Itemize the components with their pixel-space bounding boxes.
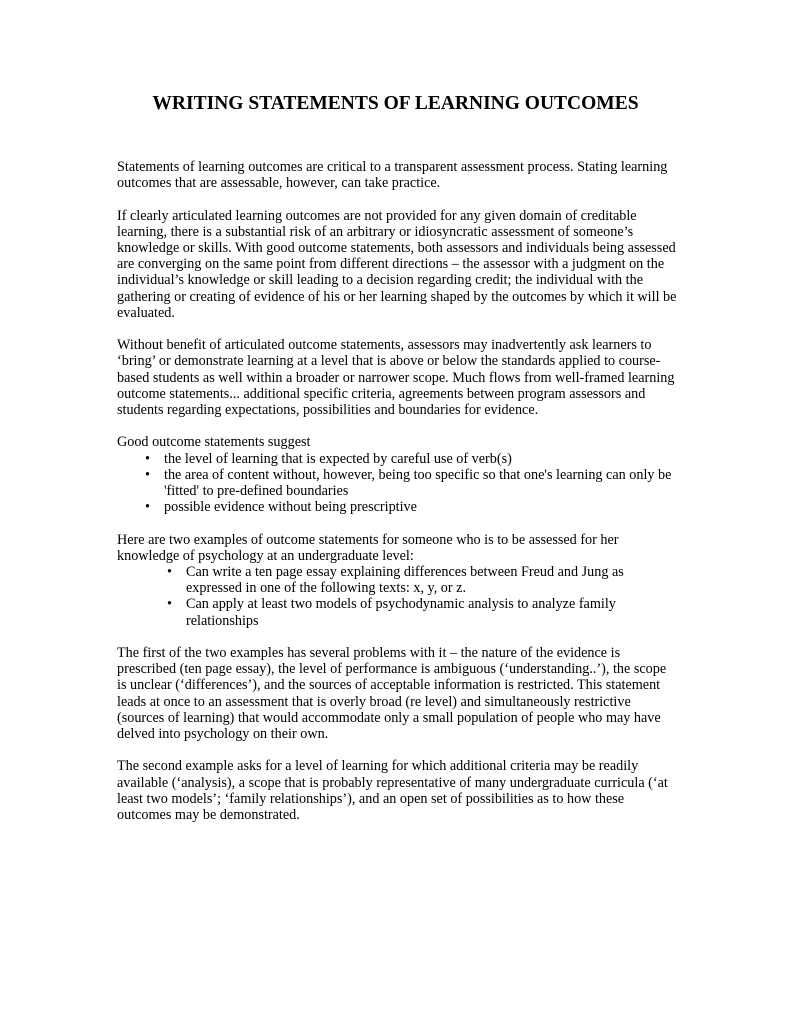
list-intro-good-statements: Good outcome statements suggest	[117, 434, 311, 451]
list-item-text: possible evidence without being prescriptive	[164, 499, 417, 516]
list-item	[167, 596, 679, 628]
paragraph-intro: Statements of learning outcomes are critical to a transparent assessment process. Stating learning outcomes that are assessable, however, can take practice.	[117, 159, 668, 192]
list-intro-examples: Here are two examples of outcome statements for someone who is to be assessed for her knowledge of psychology at an undergraduate level:	[117, 531, 619, 564]
paragraph-without-benefit: Without benefit of articulated outcome statements, assessors may inadvertently ask learners to ‘bring’ or demonstrate learning at a level that is above or below the standards applied to course-based students as well within a broader or narrower scope. Much flows from well-framed learning outcome statements... additional specific criteria, agreements between program assessors and students regarding expectations, possibilities and boundaries for evidence.	[117, 337, 675, 419]
bullet-icon: •	[145, 499, 150, 516]
list-item-text: the level of learning that is expected by careful use of verb(s)	[164, 450, 512, 467]
list-item	[145, 467, 679, 499]
paragraph-first-example: The first of the two examples has several problems with it – the nature of the evidence is prescribed (ten page essay), the level of performance is ambiguous (‘understanding..’), the scope is unclear (‘differences’), and the sources of acceptable information is restricted. This statement leads at once to an assessment that is overly broad (re level) and simultaneously restrictive (sources of learning) that would accommodate only a small population of people who may have delved into psychology on their own.	[117, 645, 667, 743]
good-statements-list	[117, 451, 679, 516]
list-item	[145, 451, 679, 467]
bullet-icon: •	[145, 450, 150, 467]
examples-list	[117, 564, 679, 629]
list-item	[167, 564, 679, 596]
bullet-icon: •	[145, 466, 150, 483]
bullet-icon: •	[167, 596, 172, 613]
document-body	[117, 159, 679, 839]
list-item-text: Can write a ten page essay explaining differences between Freud and Jung as expressed in one of the following texts: x, y, or z.	[186, 564, 624, 597]
list-item-text: the area of content without, however, being too specific so that one's learning can only be 'fitted' to pre-defined boundaries	[164, 466, 672, 500]
page-title: WRITING STATEMENTS OF LEARNING OUTCOMES	[152, 93, 639, 114]
list-item	[145, 499, 679, 515]
paragraph-second-example: The second example asks for a level of learning for which additional criteria may be readily available (‘analysis), a scope that is probably representative of many undergraduate curricula (‘at least two models’; ‘family relationships’), and an open set of possibilities as to how these outcomes may be demonstrated.	[117, 758, 668, 824]
paragraph-risk: If clearly articulated learning outcomes are not provided for any given domain of creditable learning, there is a substantial risk of an arbitrary or idiosyncratic assessment of someone’s knowledge or skills. With good outcome statements, both assessors and individuals being assessed are converging on the same point from different directions – the assessor with a judgment on the individual’s knowledge or skill leading to a decision regarding credit; the individual with the gathering or creating of evidence of his or her learning shaped by the outcomes by which it will be evaluated.	[117, 207, 677, 321]
bullet-icon: •	[167, 564, 172, 581]
list-item-text: Can apply at least two models of psychodynamic analysis to analyze family relationships	[186, 596, 616, 629]
